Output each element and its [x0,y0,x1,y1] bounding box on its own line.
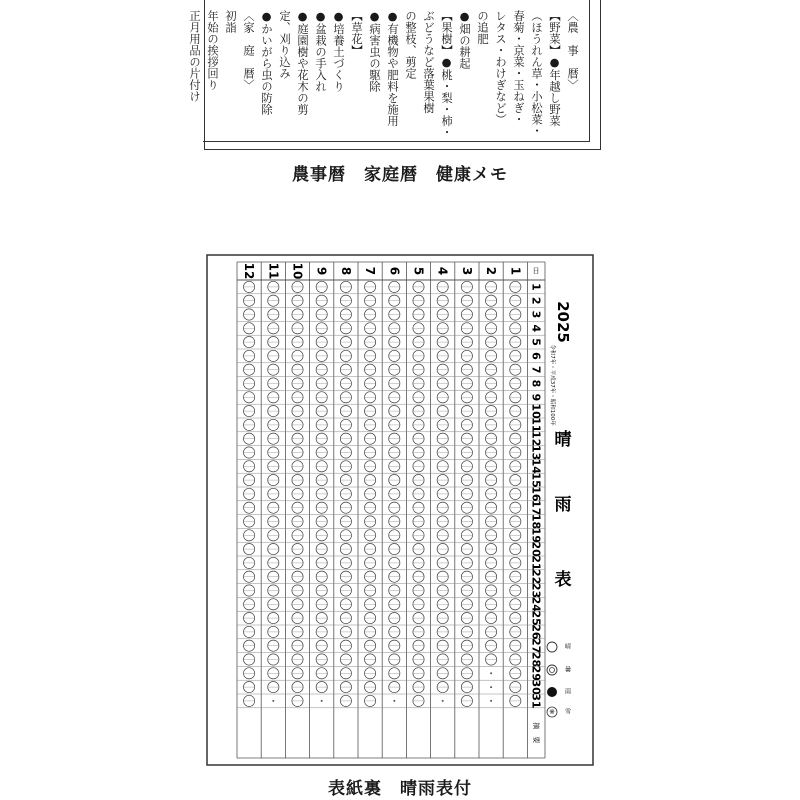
almanac-column: 正月用品の片付け [188,10,201,102]
month-header-label: 5 [411,266,426,276]
month-header-label: 1 [508,266,523,276]
almanac-column: （ほうれん草・小松菜・ [530,10,543,137]
month-header-label: 11 [266,262,281,280]
day-label: 17 [529,500,543,516]
almanac-column: 春菊・京菜・玉ねぎ・ [512,10,525,125]
corner-label: 日 [532,267,540,275]
almanac-column: 年始の挨拶回り [206,10,219,91]
month-header-label: 4 [435,266,450,276]
empty-day-dot [321,700,323,702]
day-label: 14 [529,458,543,474]
day-label: 19 [529,527,543,543]
almanac-column: 定、刈り込み [278,10,291,79]
day-label: 10 [529,403,543,419]
almanac-column: 初詣 [224,10,237,33]
legend-rain-symbol [547,687,557,697]
caption-weather-sheet: 表紙裏 晴雨表付 [328,779,472,799]
day-label: 27 [529,638,543,654]
day-label: 29 [529,665,543,681]
empty-day-dot [393,700,395,702]
day-label: 15 [529,472,543,488]
day-label: 18 [529,513,543,530]
legend-snow-glyph: ※ [549,708,555,716]
day-label: 24 [529,596,543,612]
day-label: 6 [529,352,543,360]
day-label: 2 [529,296,543,305]
day-label: 12 [529,431,543,447]
month-header-label: 9 [314,266,329,276]
day-label: 8 [529,379,543,388]
day-label: 4 [529,324,543,333]
day-label: 31 [529,693,543,709]
day-label: 25 [529,610,543,626]
empty-day-dot [490,686,492,688]
almanac-column: 〈農 事 暦〉 [566,10,579,91]
almanac-column: 【果樹】●桃・梨・柿・ [440,10,453,139]
day-label: 1 [529,283,543,291]
empty-day-dot [490,672,492,674]
day-label: 21 [529,555,543,571]
almanac-column: ●病害虫の駆除 [368,10,381,93]
almanac-column: ぶどうなど落葉果樹 [422,10,435,114]
memo-label: 摘 要 [532,722,540,744]
month-header-label: 8 [338,266,353,276]
month-header-label: 12 [242,262,257,280]
month-header-label: 3 [459,266,474,276]
day-label: 22 [529,569,543,585]
empty-day-dot [490,700,492,702]
month-header-label: 2 [484,266,499,276]
empty-day-dot [442,700,444,702]
day-label: 28 [529,651,543,668]
legend-meaning: 晴 [564,643,572,651]
day-label: 9 [529,393,543,402]
almanac-column: ●庭園樹や花木の剪 [296,10,309,116]
legend-meaning: 曇 [564,666,572,674]
legend-meaning: 雨 [564,688,572,696]
title-char: 雨 [554,495,572,515]
day-label: 26 [529,624,543,640]
almanac-column: 【草花】 [350,10,363,56]
title-char: 晴 [554,430,572,450]
day-label: 5 [529,338,543,346]
almanac-column: 【野菜】●年越し野菜 [548,10,561,127]
day-label: 20 [529,541,543,557]
day-label: 11 [529,417,543,433]
day-label: 23 [529,582,543,599]
day-label: 7 [529,365,543,374]
empty-day-dot [272,700,274,702]
title-char: 表 [554,570,572,590]
almanac-column: の整枝、剪定 [404,10,417,79]
day-label: 16 [529,486,543,502]
almanac-column: ●有機物や肥料を施用 [386,10,399,127]
year-label: 2025 [554,301,572,343]
legend-meaning: 雪 [564,708,572,716]
almanac-column: レタス・わけぎなど） [494,10,507,125]
almanac-column: ●畑の耕起 [458,10,471,70]
almanac-column: ●盆栽の手入れ [314,10,327,93]
month-header-label: 10 [290,262,305,280]
caption-almanac: 農事暦 家庭暦 健康メモ [292,165,508,185]
almanac-column: 〈家 庭 暦〉 [242,10,255,91]
day-label: 3 [529,310,543,319]
almanac-column: の追肥 [476,10,489,45]
almanac-column: ●かいがら虫の防除 [260,10,273,116]
day-label: 30 [529,679,543,695]
year-subtitle: 令和7年・平成37年・昭和100年 [549,344,555,426]
month-header-label: 6 [387,266,402,276]
day-label: 13 [529,444,543,461]
almanac-column: ●培養土づくり [332,10,345,93]
month-header-label: 7 [363,266,378,276]
